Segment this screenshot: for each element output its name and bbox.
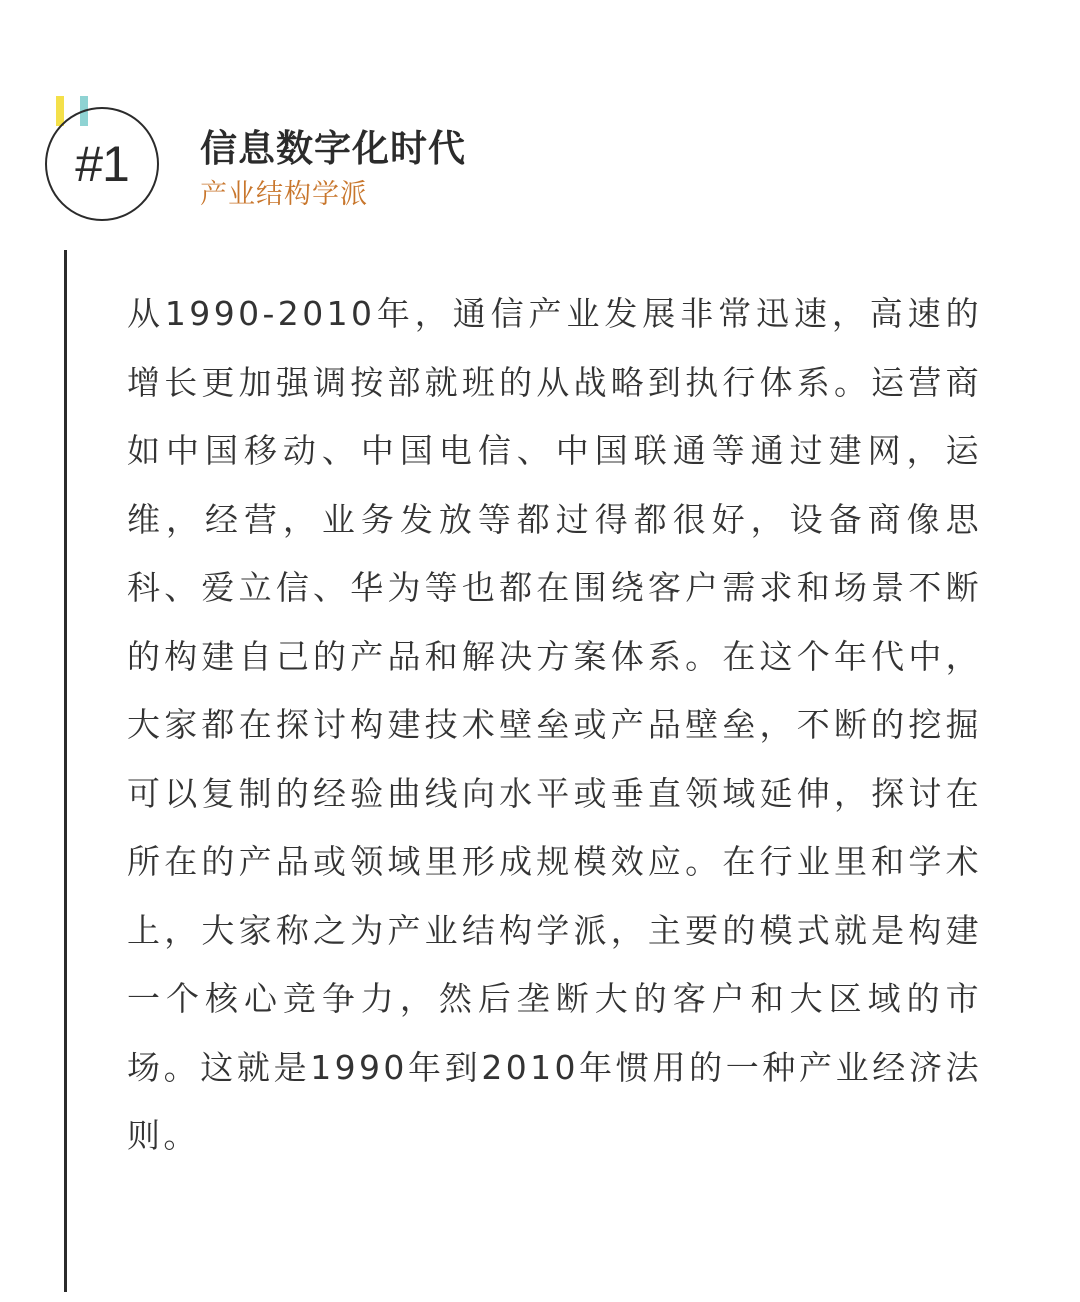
vertical-divider <box>64 250 67 1292</box>
section-subtitle: 产业结构学派 <box>200 179 368 210</box>
article-paragraph: 从1990-2010年，通信产业发展非常迅速，高速的增长更加强调按部就班的从战略到执行体系。运营商如中国移动、中国电信、中国联通等通过建网，运维，经营，业务发放等都过得都很好，设备商像思科、爱立信、华为等也都在围绕客户需求和场景不断的构建自己的产品和解决方案体系。在这个年代中，大家都在探讨构建技术壁垒或产品壁垒，不断的挖掘可以复制的经验曲线向水平或垂直领域延伸，探讨在所在的产品或领域里形成规模效应。在行业里和学术上，大家称之为产业结构学派，主要的模式就是构建一个核心竞争力，然后垄断大的客户和大区域的市场。这就是1990年到2010年惯用的一种产业经济法则。 <box>127 294 982 1155</box>
section-title: 信息数字化时代 <box>200 127 466 170</box>
section-number-badge: #1 <box>45 107 159 221</box>
